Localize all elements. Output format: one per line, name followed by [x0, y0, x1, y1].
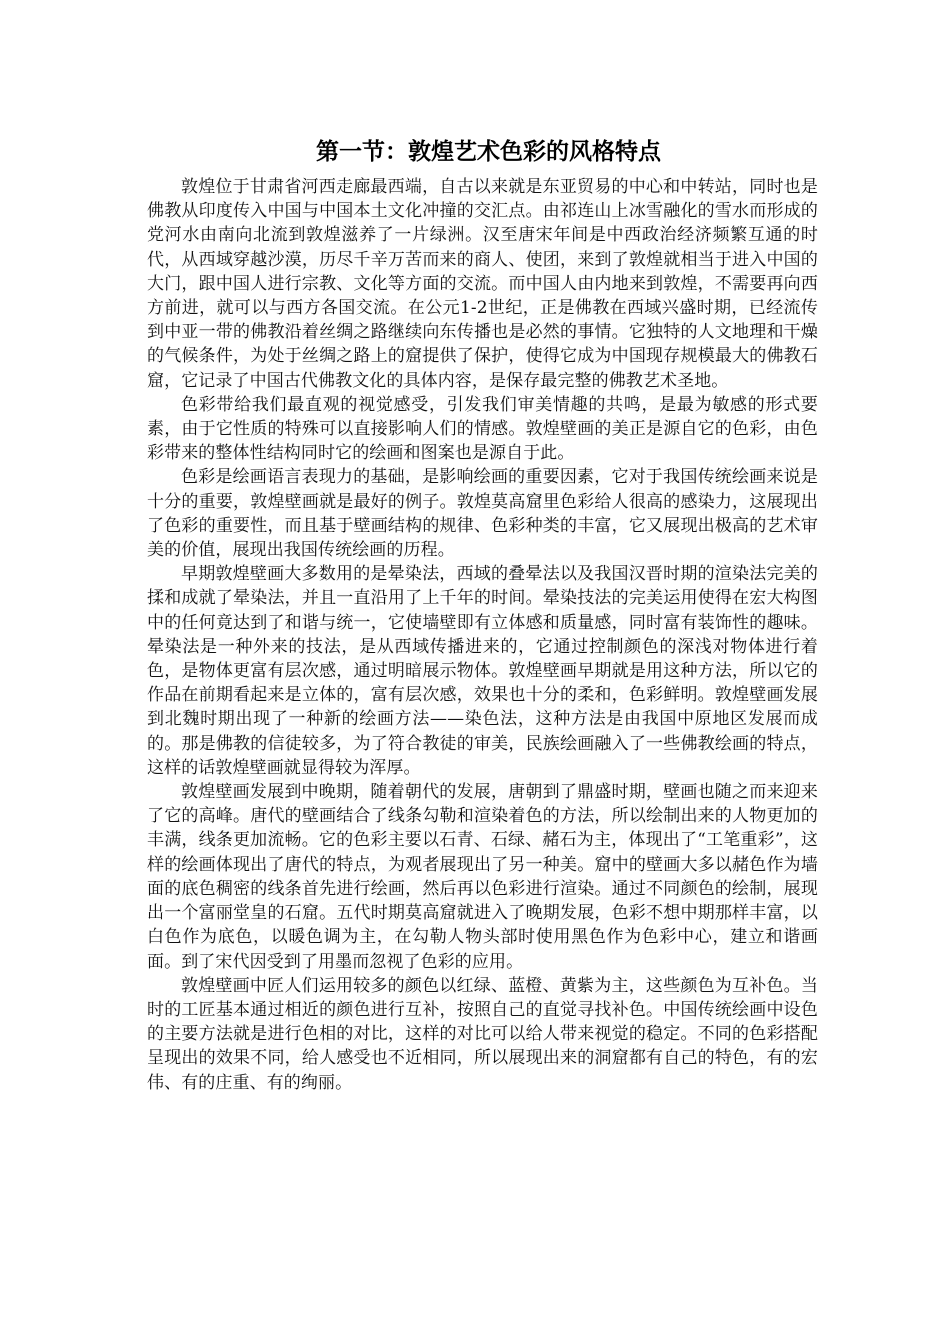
paragraph-color-perception: 色彩带给我们最直观的视觉感受，引发我们审美情趣的共鸣，是最为敏感的形式要素，由于它性质的特殊可以直接影响人们的情感。敦煌壁画的美正是源自它的色彩，由色彩带来的整体性结构同时它的绘画和图案也是源自于此。: [147, 394, 818, 464]
document-page: [147, 136, 818, 1095]
paragraph-early-techniques: 早期敦煌壁画大多数用的是晕染法，西域的叠晕法以及我国汉晋时期的渲染法完美的揉和成就了晕染法，并且一直沿用了上千年的时间。晕染技法的完美运用使得在宏大构图中的任何竟达到了和谐与统一，它使墙壁即有立体感和质量感，同时富有装饰性的趣味。晕染法是一种外来的技法，是从西域传播进来的，它通过控制颜色的深浅对物体进行着色，是物体更富有层次感，通过明暗展示物体。敦煌壁画早期就是用这种方法，所以它的作品在前期看起来是立体的，富有层次感，效果也十分的柔和，色彩鲜明。敦煌壁画发展到北魏时期出现了一种新的绘画方法——染色法，这种方法是由我国中原地区发展而成的。那是佛教的信徒较多，为了符合教徒的审美，民族绘画融入了一些佛教绘画的特点，这样的话敦煌壁画就显得较为浑厚。: [147, 564, 818, 778]
paragraph-location-history: 敦煌位于甘肃省河西走廊最西端，自古以来就是东亚贸易的中心和中转站，同时也是佛教从印度传入中国与中国本土文化冲撞的交汇点。由祁连山上冰雪融化的雪水而形成的党河水由南向北流到敦煌滋养了一片绿洲。汉至唐宋年间是中西政治经济频繁互通的时代，从西域穿越沙漠，历尽千辛万苦而来的商人、使团，来到了敦煌就相当于进入中国的大门，跟中国人进行宗教、文化等方面的交流。而中国人由内地来到敦煌，不需要再向西方前进，就可以与西方各国交流。在公元1-2世纪，正是佛教在西域兴盛时期，已经流传到中亚一带的佛教沿着丝绸之路继续向东传播也是必然的事情。它独特的人文地理和干燥的气候条件，为处于丝绸之路上的窟提供了保护，使得它成为中国现存规模最大的佛教石窟，它记录了中国古代佛教文化的具体内容，是保存最完整的佛教艺术圣地。: [147, 177, 818, 391]
section-title: 第一节：敦煌艺术色彩的风格特点: [316, 138, 661, 165]
paragraph-middle-late-period: 敦煌壁画发展到中晚期，随着朝代的发展，唐朝到了鼎盛时期，壁画也随之而来迎来了它的高峰。唐代的壁画结合了线条勾勒和渲染着色的方法，所以绘制出来的人物更加的丰满，线条更加流畅。它的色彩主要以石青、石绿、赭石为主，体现出了“工笔重彩”，这样的绘画体现出了唐代的特点，为观者展现出了另一种美。窟中的壁画大多以赭色作为墙面的底色稠密的线条首先进行绘画，然后再以色彩进行渲染。通过不同颜色的绘制，展现出一个富丽堂皇的石窟。五代时期莫高窟就进入了晚期发展，色彩不想中期那样丰富，以白色作为底色，以暖色调为主，在勾勒人物头部时使用黑色作为色彩中心，建立和谐画面。到了宋代因受到了用墨而忽视了色彩的应用。: [147, 782, 818, 972]
paragraph-color-foundation: 色彩是绘画语言表现力的基础，是影响绘画的重要因素，它对于我国传统绘画来说是十分的重要，敦煌壁画就是最好的例子。敦煌莫高窟里色彩给人很高的感染力，这展现出了色彩的重要性，而且基于壁画结构的规律、色彩种类的丰富，它又展现出极高的艺术审美的价值，展现出我国传统绘画的历程。: [147, 467, 818, 561]
paragraph-complementary-colors: 敦煌壁画中匠人们运用较多的颜色以红绿、蓝橙、黄紫为主，这些颜色为互补色。当时的工匠基本通过相近的颜色进行互补，按照自己的直觉寻找补色。中国传统绘画中设色的主要方法就是进行色相的对比，这样的对比可以给人带来视觉的稳定。不同的色彩搭配呈现出的效果不同，给人感受也不近相同，所以展现出来的洞窟都有自己的特色，有的宏伟、有的庄重、有的绚丽。: [147, 975, 818, 1093]
